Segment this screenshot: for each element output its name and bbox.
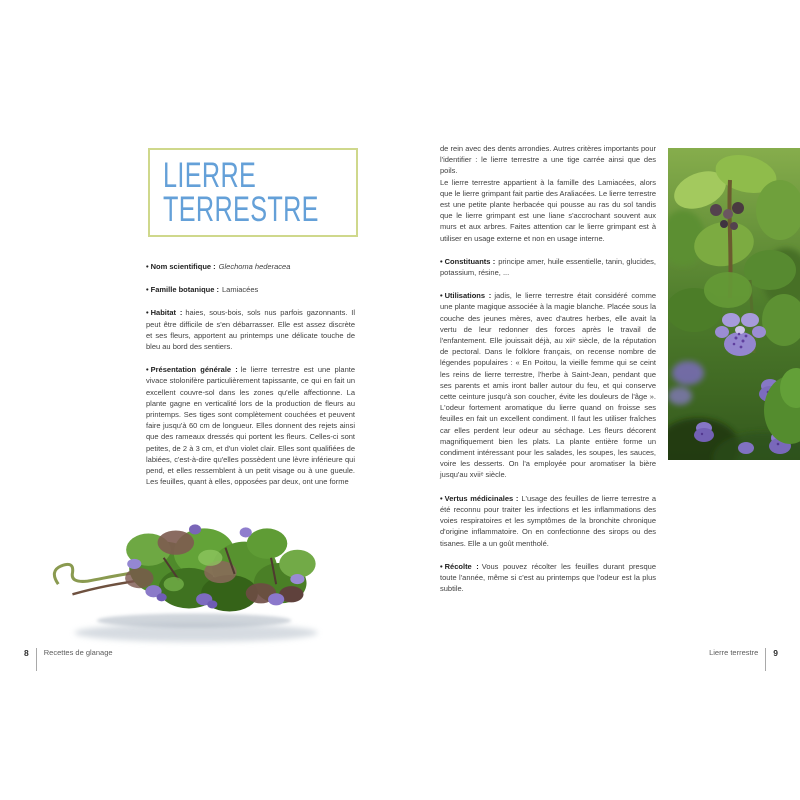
title-box (148, 148, 358, 237)
ground-ivy-photo-illustration (668, 148, 800, 460)
bullet-utilisations (440, 290, 656, 480)
footer-divider (765, 648, 766, 671)
bullet-label: Présentation générale : (150, 365, 238, 375)
left-page-number: 8 (24, 648, 29, 658)
bullet-label: Vertus médicinales : (444, 493, 519, 503)
page-title-line2: TERRESTRE (163, 190, 319, 229)
ground-ivy-cutout-photo (42, 497, 338, 649)
bullet-presentation-generale (146, 364, 355, 487)
right-column (440, 143, 656, 594)
bullet-habitat (146, 307, 355, 352)
right-footer-text: Lierre terrestre (709, 648, 759, 657)
bullet-marker: • (440, 561, 443, 571)
ground-ivy-cutout-illustration (42, 497, 338, 649)
bullet-nom-scientifique (146, 261, 355, 272)
bullet-label: Récolte : (444, 561, 479, 571)
right-footer (709, 648, 778, 671)
bullet-marker: • (146, 262, 149, 271)
paragraph-famille: Le lierre terrestre appartient à la famille des Lamiacées, alors que le lierre grimpant fait partie des Araliacées. Le lierre terrestre est une petite plante herbacée qui pousse au ras du sol tandis que le lierre grimpant est une liane s'accrochant souvent aux murs et aux arbres. Faites attention car le lierre grimpant est à utiliser en usage externe et non en usage interne. (440, 177, 656, 243)
bullet-text: haies, sous-bois, sols nus parfois gazonnants. Il peut être difficile de s'en débarrasser. Elle est assez discrète et ses fleurs, apportent au printemps une délicate touche de bleu au bord des sentiers. (146, 308, 355, 352)
bullet-text: Lamiacées (221, 285, 259, 295)
page-title-line1: LIERRE (163, 156, 257, 195)
bullet-label: Constituants : (444, 256, 496, 266)
bullet-label: Famille botanique : (150, 285, 219, 295)
bullet-text: Vous pouvez récolter les feuilles durant presque toute l'année, même si c'est au printemps que l'odeur est la plus subtile. (440, 561, 656, 594)
bullet-text: jadis, le lierre terrestre était considéré comme une plante magique associée à la magie blanche. Placée sous la couche des jeunes mères, avec d'autres herbes, elle avait la vertu de leur redonner des forces après le travail de l'enfantement. Elle jouissait déjà, au xiiᵉ siècle, de la réputation de pectoral. Dans le folklore français, on recense nombre de légendes populaires : « En Poitou, la vieille femme qui se ceint les reins de lierre terrestre, l'herbe à Saint-Jean, pendant que ses parents et amis iront baller autour du feu, et qui conserve cette ceinture jusqu'à son coucher, évite les douleurs de l'âge ». L'odeur fortement aromatique du lierre quand on froisse ses feuilles en fait un excellent condiment. Il faut les utiliser fraîches car elles perdent leur odeur au séchage. Les fleurs décorent magnifiquement bien les plats. La plante entière forme un condiment intéressant pour les salades, les soupes, les sauces, voire les desserts. On l'a employée pour aromatiser la bière jusqu'au xviiᵉ siècle. (440, 291, 656, 480)
bullet-marker: • (440, 493, 443, 503)
bullet-recolte (440, 561, 656, 595)
bullet-label: Habitat : (150, 308, 183, 318)
bullet-label: Nom scientifique : (150, 262, 216, 271)
bullet-constituants (440, 256, 656, 278)
left-footer (24, 648, 113, 671)
left-column (146, 261, 355, 487)
paragraph-continuation: de rein avec des dents arrondies. Autres critères importants pour l'identifier : le lierre terrestre a une tige carrée ainsi que des poils. (440, 144, 656, 176)
bullet-marker: • (146, 365, 149, 375)
bullet-marker: • (146, 308, 149, 318)
bullet-label: Utilisations : (444, 291, 492, 301)
right-page-number: 9 (773, 648, 778, 658)
bullet-marker: • (440, 291, 443, 301)
bullet-text: Glechoma hederacea (218, 262, 291, 271)
bullet-marker: • (440, 256, 443, 266)
bullet-text: principe amer, huile essentielle, tanin, glucides, potassium, résine, ... (440, 256, 656, 278)
left-footer-text: Recettes de glanage (43, 648, 113, 657)
ground-ivy-photo (668, 148, 800, 460)
bullet-vertus-medicinales (440, 493, 656, 549)
bullet-text: L'usage des feuilles de lierre terrestre a été reconnu pour traiter les infections et les inflammations des voies respiratoires et les symptômes de la bronchite chronique d'origine inflammatoire. On en confectionne des sirops ou des tisanes. Elle a un goût mentholé. (440, 493, 656, 548)
page-title (163, 156, 319, 229)
bullet-text: le lierre terrestre est une plante vivace stolonifère particulièrement tapissante, ce qui en fait un excellent couvre-sol dans les zones qu'elle affectionne. La plante gagne en verticalité lors de la production de fleurs au printemps. Ses tiges sont complètement couchées et peuvent faire jusqu'à 60 cm de longueur. Elles donnent des rejets ainsi que des rameaux dressés qui portent les fleurs. Celles-ci sont petites, de 2 à 3 cm, et d'un violet clair. Elles sont qualifiées de labiées, c'est-à-dire qu'elles possèdent une lèvre inférieure qui pend, et elles ressemblent à un petit visage ou à une gueule. Les feuilles, quant à elles, opposées par deux, ont une forme (146, 365, 355, 487)
footer-divider (36, 648, 37, 671)
bullet-marker: • (146, 285, 149, 295)
bullet-famille-botanique (146, 284, 355, 295)
